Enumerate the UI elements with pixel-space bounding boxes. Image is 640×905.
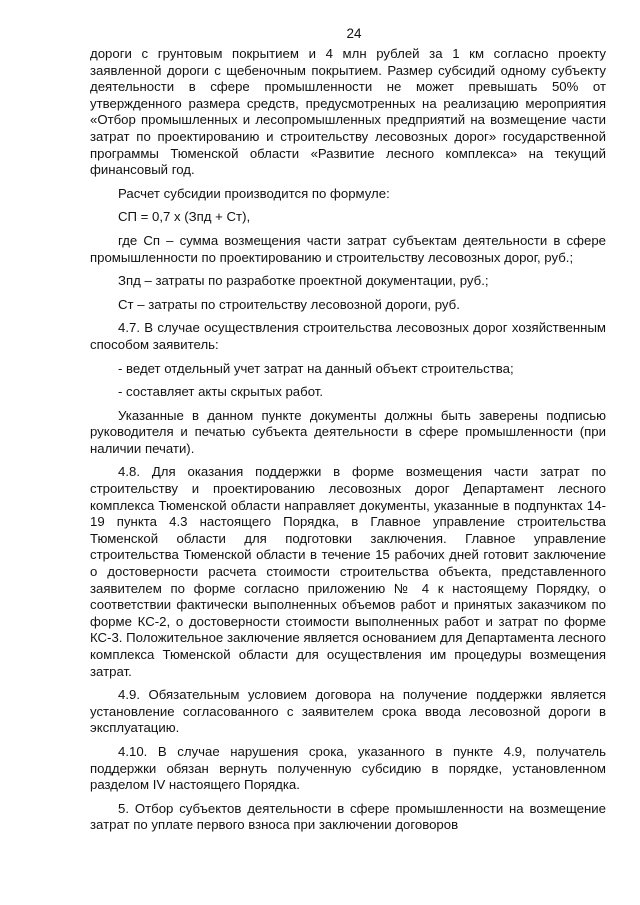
paragraph-4-10: 4.10. В случае нарушения срока, указанного в пункте 4.9, получатель поддержки обязан вернуть полученную субсидию в порядке, установленном разделом IV настоящего Порядка. [90,743,606,793]
paragraph-formula: СП = 0,7 х (Зпд + Ст), [118,209,251,225]
paragraph-4-7-item-1: - ведет отдельный учет затрат на данный объект строительства; [118,360,514,376]
paragraph-formula-legend-sp: где Сп – сумма возмещения части затрат субъектам деятельности в сфере промышленности по проектированию и строительству лесовозных дорог, руб.; [90,232,606,265]
paragraph-4-9: 4.9. Обязательным условием договора на получение поддержки является установление согласованного с заявителем срока ввода лесовозной дороги в эксплуатацию. [90,687,606,736]
paragraph-formula-legend-zpd: Зпд – затраты по разработке проектной документации, руб.; [118,273,489,289]
paragraph-section-5: 5. Отбор субъектов деятельности в сфере промышленности на возмещение затрат по уплате первого взноса при заключении договоров [90,800,606,833]
paragraph-4-7-item-2: - составляет акты скрытых работ. [118,384,323,400]
paragraph-formula-intro: Расчет субсидии производится по формуле: [118,185,390,201]
paragraph-documents-certification: Указанные в данном пункте документы должны быть заверены подписью руководителя и печатью субъекта деятельности в сфере промышленности (при наличии печати). [90,407,606,456]
paragraph-4-8: 4.8. Для оказания поддержки в форме возмещения части затрат по строительству и проектированию лесовозных дорог Департамент лесного комплекса Тюменской области направляет документы, указанные в подпунктах 14-19 пункта 4.3 настоящего Порядка, в Главное управление строительства Тюменской области для подготовки заключения. Главное управление строительства Тюменской области в течение 15 рабочих дней готовит заключение о достоверности расчета стоимости строительства объекта, представленного заявителем по форме согласно приложению № 4 к настоящему Порядку, о соответствии фактически выполненных объемов работ и принятых заказчиком по форме КС-2, о достоверности стоимости выполненных работ и затрат по форме КС-3. Положительное заключение является основанием для Департамента лесного комплекса Тюменской области для осуществления им процедуры возмещения затрат. [90,464,606,679]
paragraph-subsidy-size: дороги с грунтовым покрытием и 4 млн рублей за 1 км согласно проекту заявленной дороги с щебеночным покрытием. Размер субсидий одному субъекту деятельности в сфере промышленности не может превышать 50% от утвержденного размера средств, предусмотренных на реализацию мероприятия «Отбор промышленных и лесопромышленных предприятий на возмещение части затрат по проектированию и строительству лесовозных дорог» государственной программы Тюменской области «Развитие лесного комплекса» на текущий финансовый год. [90,46,606,178]
page-number: 24 [346,26,362,41]
paragraph-4-7: 4.7. В случае осуществления строительства лесовозных дорог хозяйственным способом заявитель: [90,320,606,352]
paragraph-formula-legend-st: Ст – затраты по строительству лесовозной дороги, руб. [118,296,460,312]
